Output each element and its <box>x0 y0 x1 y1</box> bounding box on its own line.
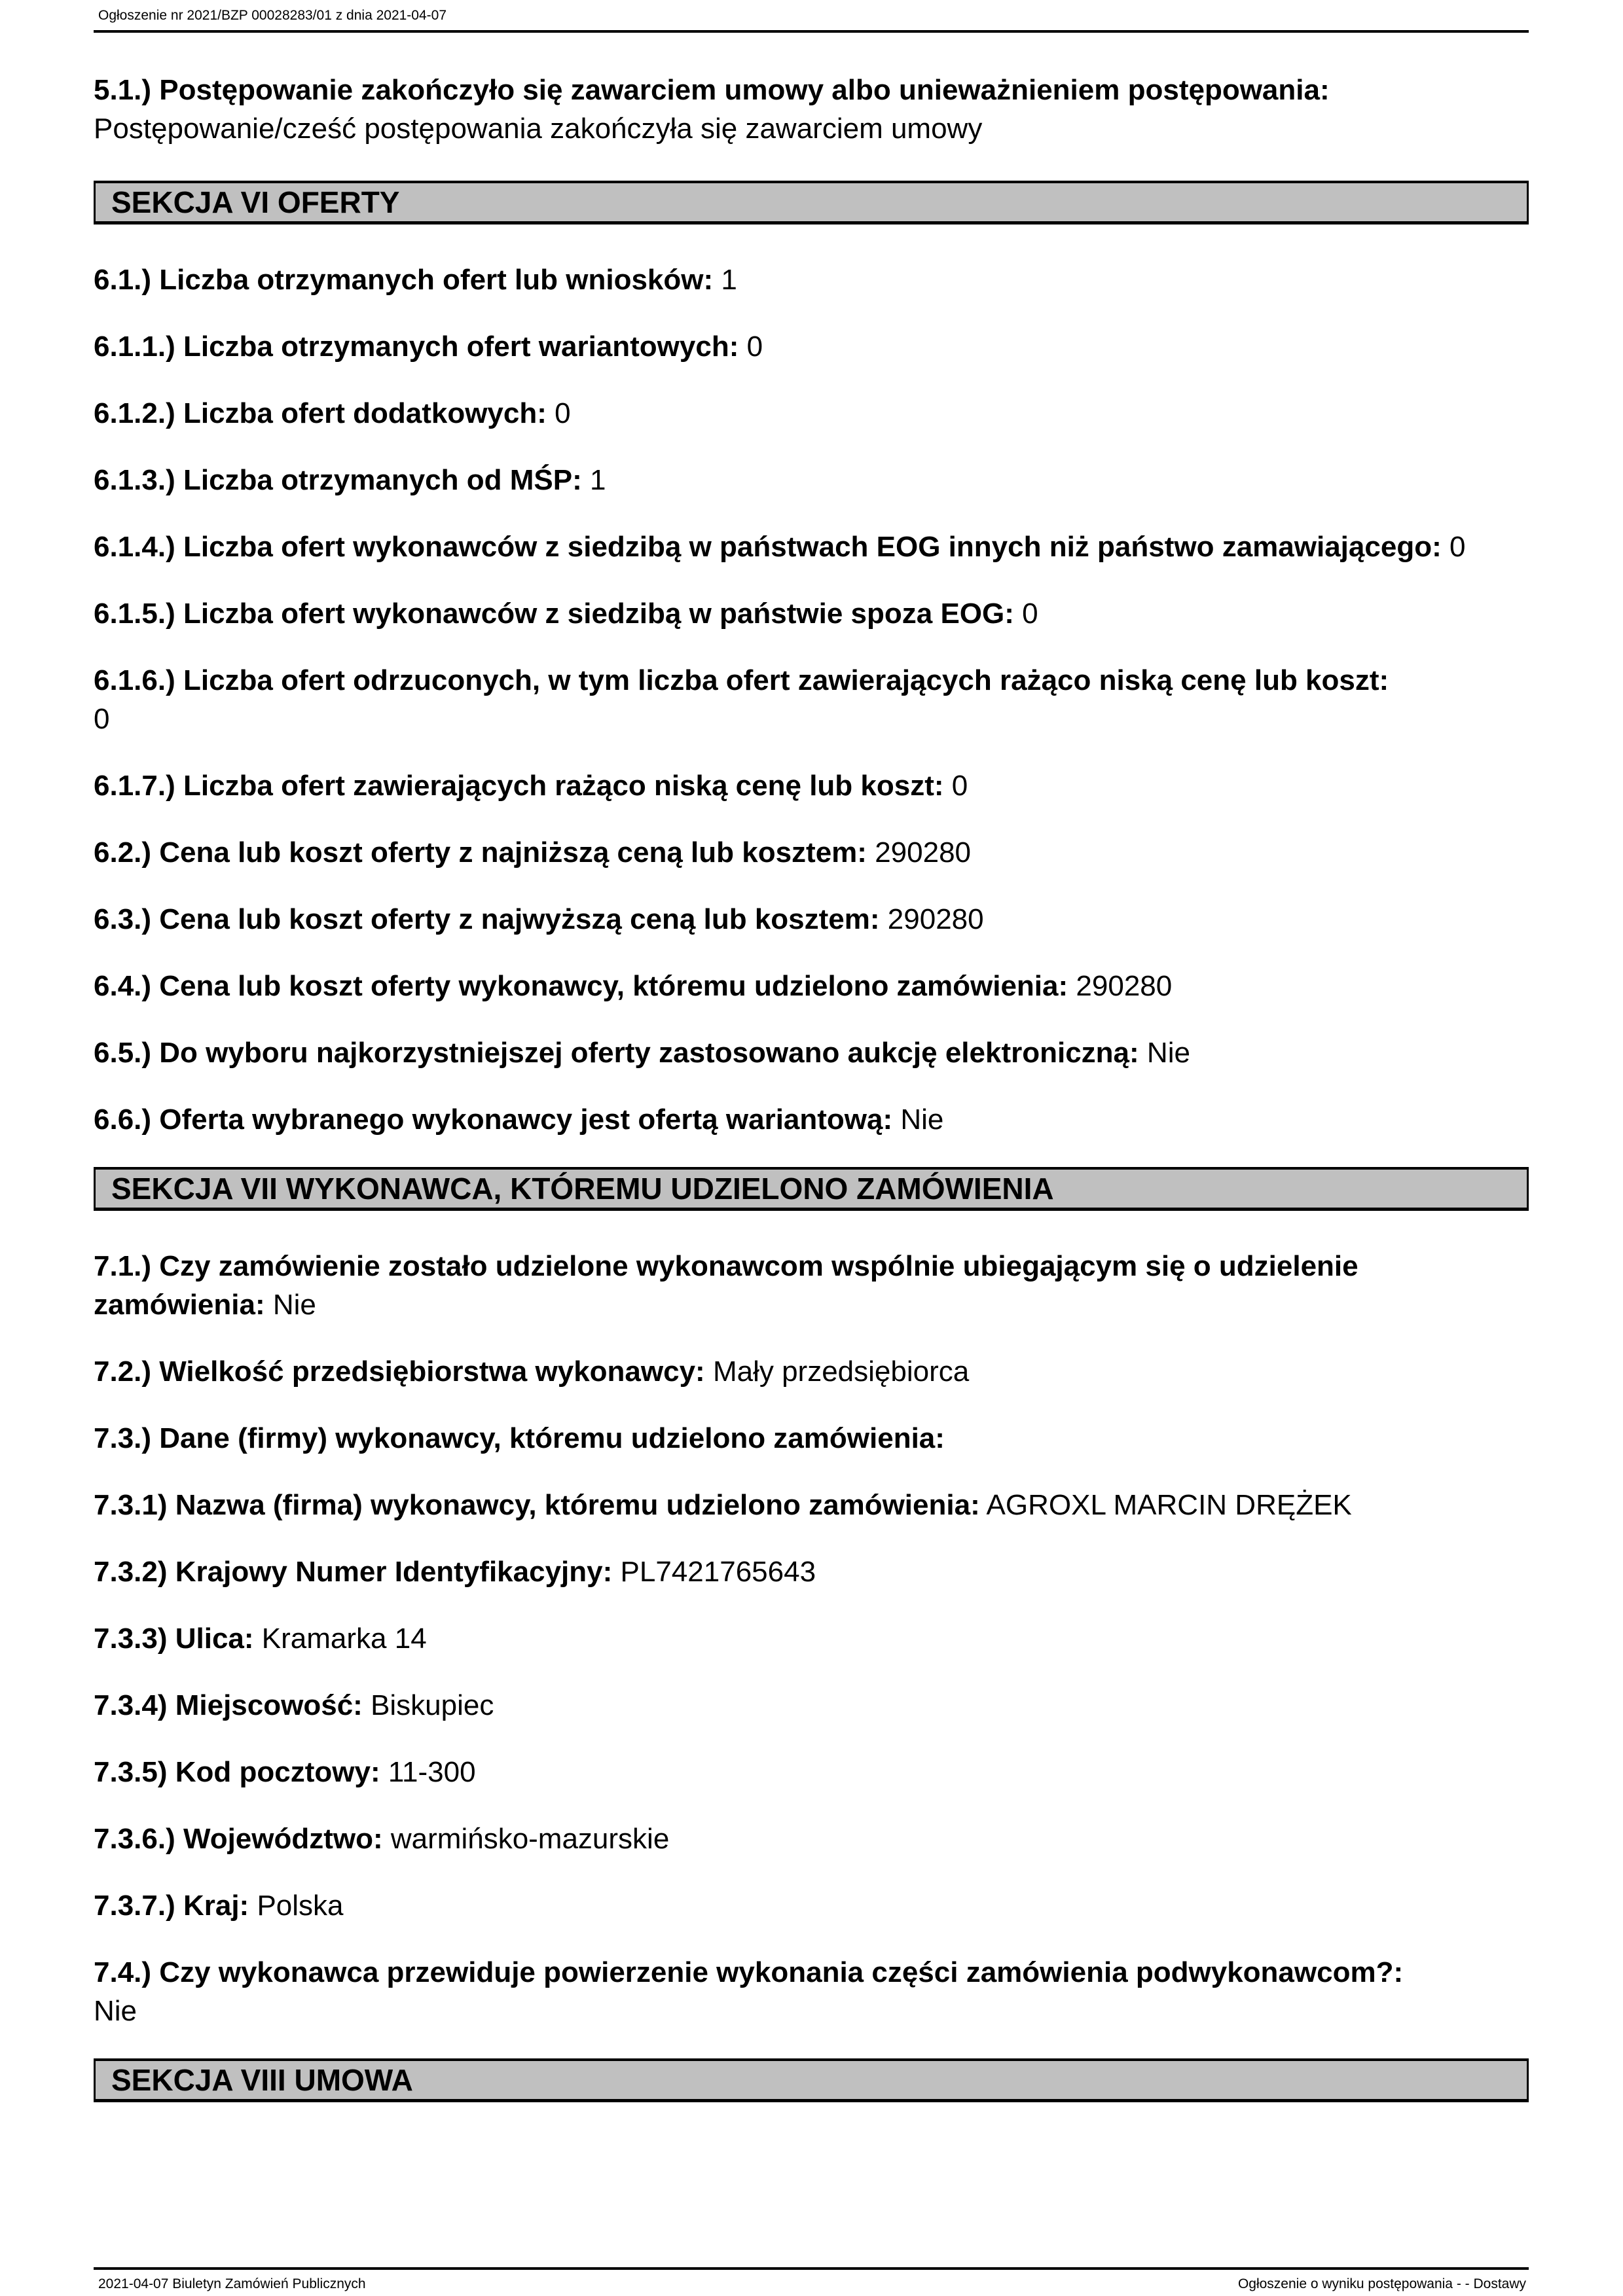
field-value: 0 <box>1449 531 1466 563</box>
section-header-vii: SEKCJA VII WYKONAWCA, KTÓREMU UDZIELONO ZAMÓWIENIA <box>94 1167 1529 1211</box>
field-row <box>94 1352 1529 1391</box>
field-value: 0 <box>746 331 763 363</box>
field-label: 6.1.3.) Liczba otrzymanych od MŚP: <box>94 464 582 496</box>
field-value: 11-300 <box>388 1756 476 1788</box>
field-label: 7.2.) Wielkość przedsiębiorstwa wykonawcy: <box>94 1355 705 1388</box>
page-header-notice-number: Ogłoszenie nr 2021/BZP 00028283/01 z dnia 2021-04-07 <box>98 8 447 23</box>
field-value: 0 <box>94 703 110 735</box>
footer-divider <box>94 2267 1529 2270</box>
field-row <box>94 1033 1529 1072</box>
field-row <box>94 1247 1529 1324</box>
field-row <box>94 528 1529 566</box>
field-value: 1 <box>589 464 606 496</box>
field-value: 290280 <box>1076 970 1173 1002</box>
field-label: 6.1.2.) Liczba ofert dodatkowych: <box>94 397 547 429</box>
field-label: 6.1.6.) Liczba ofert odrzuconych, w tym liczba ofert zawierających rażąco niską cenę lub koszt: <box>94 664 1389 696</box>
field-label: 6.1.4.) Liczba ofert wykonawców z siedzibą w państwach EOG innych niż państwo zamawiającego: <box>94 531 1442 563</box>
field-label: 7.3.1) Nazwa (firma) wykonawcy, któremu udzielono zamówienia: <box>94 1489 980 1521</box>
footer-right: Ogłoszenie o wyniku postępowania - - Dostawy <box>1237 2276 1526 2291</box>
field-row <box>94 1953 1529 2030</box>
field-row <box>94 1552 1529 1591</box>
field-value: Mały przedsiębiorca <box>712 1355 970 1388</box>
section-header-viii: SEKCJA VIII UMOWA <box>94 2058 1529 2102</box>
field-row <box>94 900 1529 939</box>
field-label: 7.3.7.) Kraj: <box>94 1890 249 1922</box>
field-row <box>94 1820 1529 1858</box>
footer-left: 2021-04-07 Biuletyn Zamówień Publicznych <box>98 2276 366 2291</box>
field-row <box>94 1100 1529 1139</box>
field-row <box>94 1419 1529 1458</box>
field-value: 0 <box>555 397 571 429</box>
field-value: 0 <box>951 770 968 802</box>
section-vii-fields <box>94 1247 1529 2030</box>
section-vi-fields <box>94 260 1529 1139</box>
field-label: 7.3.2) Krajowy Numer Identyfikacyjny: <box>94 1556 613 1588</box>
field-row <box>94 1486 1529 1524</box>
field-row <box>94 1753 1529 1791</box>
field-row <box>94 1686 1529 1725</box>
field-row <box>94 1886 1529 1925</box>
field-value: 290280 <box>887 903 984 935</box>
field-value: 290280 <box>875 836 972 869</box>
field-label: 7.3.) Dane (firmy) wykonawcy, któremu udzielono zamówienia: <box>94 1422 945 1454</box>
field-value: PL7421765643 <box>620 1556 816 1588</box>
field-row <box>94 260 1529 299</box>
section-header-vi: SEKCJA VI OFERTY <box>94 181 1529 224</box>
field-value: Nie <box>900 1103 944 1136</box>
field-label: 6.1.) Liczba otrzymanych ofert lub wniosków: <box>94 264 714 296</box>
field-label: 6.3.) Cena lub koszt oferty z najwyższą ceną lub kosztem: <box>94 903 880 935</box>
field-value: Nie <box>1146 1037 1190 1069</box>
field-label: 5.1.) Postępowanie zakończyło się zawarciem umowy albo unieważnieniem postępowania: <box>94 74 1330 106</box>
field-label: 7.1.) Czy zamówienie zostało udzielone wykonawcom wspólnie ubiegającym się o udzielenie zamówienia: <box>94 1250 1359 1321</box>
field-row <box>94 766 1529 805</box>
field-label: 7.3.5) Kod pocztowy: <box>94 1756 380 1788</box>
field-label: 6.6.) Oferta wybranego wykonawcy jest ofertą wariantową: <box>94 1103 893 1136</box>
field-label: 7.4.) Czy wykonawca przewiduje powierzenie wykonania części zamówienia podwykonawcom?: <box>94 1956 1404 1988</box>
field-value: AGROXL MARCIN DRĘŻEK <box>986 1489 1352 1521</box>
field-value: Biskupiec <box>371 1689 494 1721</box>
field-5-1 <box>94 71 1529 148</box>
field-label: 6.1.5.) Liczba ofert wykonawców z siedzibą w państwie spoza EOG: <box>94 598 1014 630</box>
field-label: 6.1.7.) Liczba ofert zawierających rażąco niską cenę lub koszt: <box>94 770 944 802</box>
field-row <box>94 1619 1529 1658</box>
field-value: 1 <box>721 264 737 296</box>
field-value: Polska <box>257 1890 344 1922</box>
field-value: Postępowanie/cześć postępowania zakończyła się zawarciem umowy <box>94 113 983 145</box>
field-value: Kramarka 14 <box>261 1623 427 1655</box>
field-row <box>94 967 1529 1005</box>
document-body <box>94 71 1529 2138</box>
field-row <box>94 661 1529 738</box>
field-label: 7.3.4) Miejscowość: <box>94 1689 363 1721</box>
field-label: 7.3.3) Ulica: <box>94 1623 254 1655</box>
field-row <box>94 594 1529 633</box>
field-label: 6.5.) Do wyboru najkorzystniejszej oferty zastosowano aukcję elektroniczną: <box>94 1037 1139 1069</box>
field-row <box>94 833 1529 872</box>
field-value: warmińsko-mazurskie <box>390 1823 670 1855</box>
field-row <box>94 327 1529 366</box>
field-value: 0 <box>1022 598 1038 630</box>
header-divider <box>94 30 1529 33</box>
field-label: 6.2.) Cena lub koszt oferty z najniższą ceną lub kosztem: <box>94 836 867 869</box>
field-value: Nie <box>272 1289 316 1321</box>
field-label: 6.1.1.) Liczba otrzymanych ofert wariantowych: <box>94 331 739 363</box>
field-label: 7.3.6.) Województwo: <box>94 1823 383 1855</box>
field-row <box>94 394 1529 433</box>
field-value: Nie <box>94 1995 137 2027</box>
field-label: 6.4.) Cena lub koszt oferty wykonawcy, któremu udzielono zamówienia: <box>94 970 1068 1002</box>
field-row <box>94 461 1529 499</box>
